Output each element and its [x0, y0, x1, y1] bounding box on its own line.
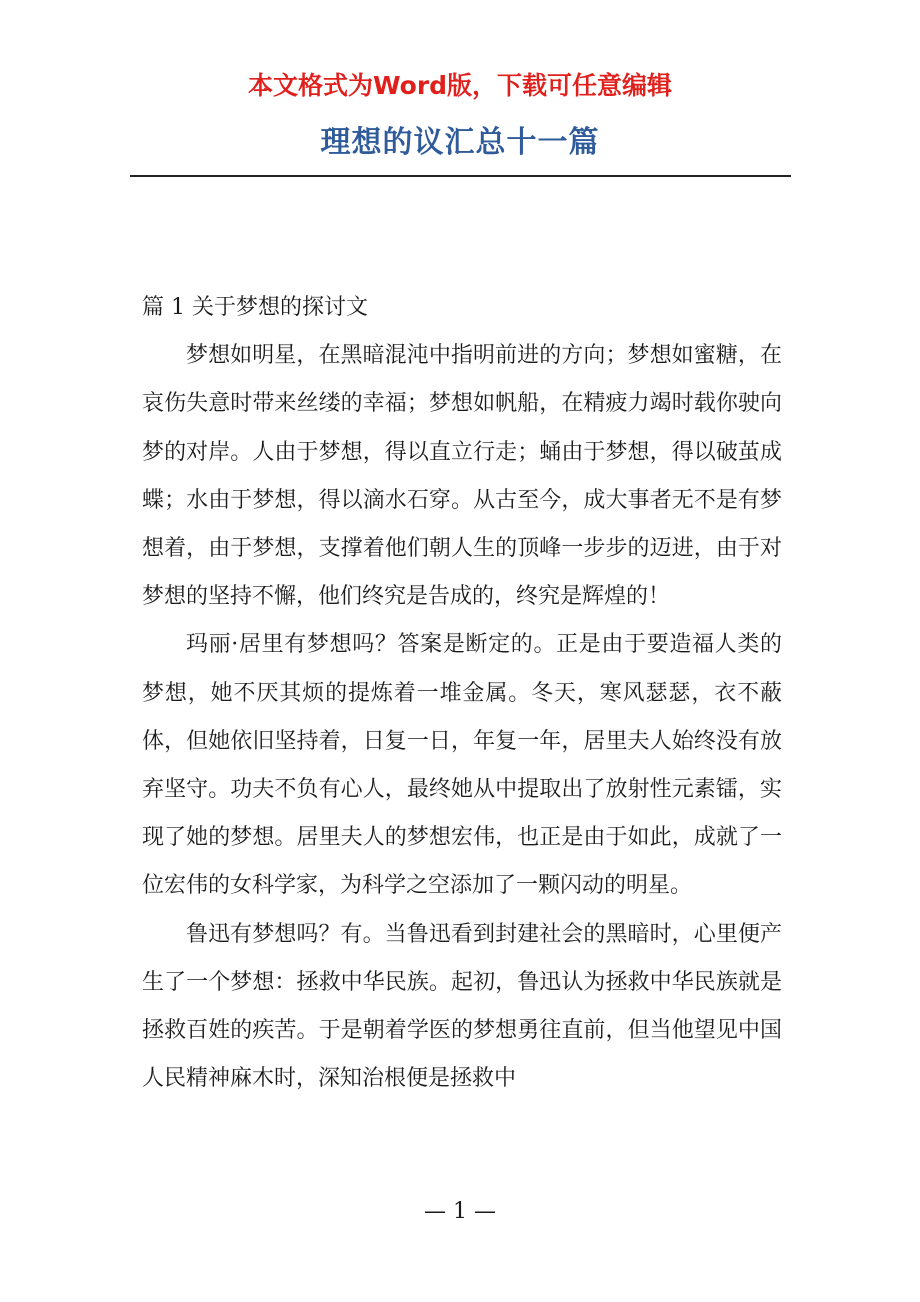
title-divider	[130, 175, 791, 177]
format-notice-banner: 本文格式为Word版，下载可任意编辑	[247, 71, 673, 100]
document-title: 理想的议汇总十一篇	[320, 125, 600, 160]
paragraph-2: 玛丽·居里有梦想吗？答案是断定的。正是由于要造福人类的梦想，她不厌其烦的提炼着一堆金属。冬天，寒风瑟瑟，衣不蔽体，但她依旧坚持着，日复一日，年复一年，居里夫人始终没有放弃坚守。功夫不负有心人，最终她从中提取出了放射性元素镭，实现了她的梦想。居里夫人的梦想宏伟，也正是由于如此，成就了一位宏伟的女科学家，为科学之空添加了一颗闪动的明星。	[142, 632, 782, 899]
section-heading: 篇 1 关于梦想的探讨文	[142, 295, 368, 320]
document-body	[142, 284, 782, 1103]
paragraph-3: 鲁迅有梦想吗？有。当鲁迅看到封建社会的黑暗时，心里便产生了一个梦想：拯救中华民族。起初，鲁迅认为拯救中华民族就是拯救百姓的疾苦。于是朝着学医的梦想勇往直前，但当他望见中国人民精神麻木时，深知治根便是拯救中	[142, 921, 782, 1092]
page-number: — 1 —	[424, 1199, 496, 1224]
paragraph-1: 梦想如明星，在黑暗混沌中指明前进的方向；梦想如蜜糖，在哀伤失意时带来丝缕的幸福；梦想如帆船，在精疲力竭时载你驶向梦的对岸。人由于梦想，得以直立行走；蛹由于梦想，得以破茧成蝶；水由于梦想，得以滴水石穿。从古至今，成大事者无不是有梦想着，由于梦想，支撑着他们朝人生的顶峰一步步的迈进，由于对梦想的坚持不懈，他们终究是告成的，终究是辉煌的！	[142, 343, 782, 610]
